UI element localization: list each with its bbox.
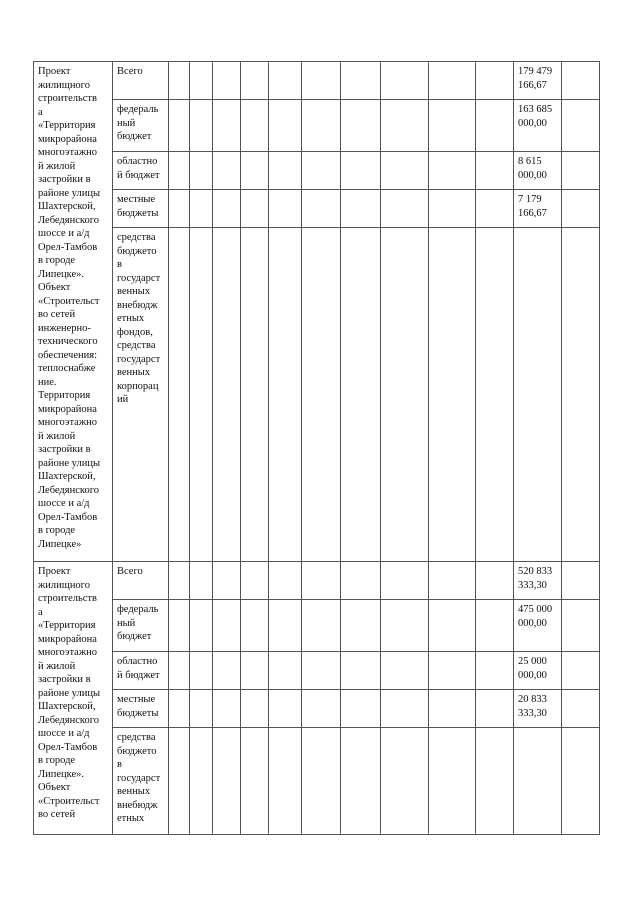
empty-cell [429, 152, 476, 190]
empty-cell [190, 600, 213, 652]
amount-cell: 20 833 333,30 [514, 690, 562, 728]
empty-cell [241, 600, 269, 652]
amount-cell: 25 000 000,00 [514, 652, 562, 690]
project-name-cell: Проект жилищного строительств а «Территория микрорайона многоэтажно й жилой застройки в районе улицы Шахтерской, Лебедянского шоссе и а/д Орел-Тамбов в городе Липецке». Объект «Строительст во сетей [34, 562, 113, 835]
table-row [34, 728, 600, 835]
empty-cell [429, 562, 476, 600]
empty-cell [269, 62, 302, 100]
empty-cell [341, 152, 381, 190]
empty-cell [381, 600, 429, 652]
empty-cell [269, 600, 302, 652]
empty-cell [476, 190, 514, 228]
empty-cell [302, 600, 341, 652]
empty-cell [269, 190, 302, 228]
empty-cell [169, 62, 190, 100]
empty-cell [169, 100, 190, 152]
empty-cell [302, 562, 341, 600]
empty-cell [241, 652, 269, 690]
empty-cell [241, 62, 269, 100]
empty-cell [302, 62, 341, 100]
empty-cell [269, 728, 302, 835]
funding-source-cell: областно й бюджет [113, 652, 169, 690]
empty-cell [302, 228, 341, 562]
empty-cell [302, 152, 341, 190]
empty-cell [476, 562, 514, 600]
empty-cell [562, 62, 600, 100]
empty-cell [169, 652, 190, 690]
budget-table [33, 61, 600, 835]
empty-cell [476, 690, 514, 728]
empty-cell [562, 600, 600, 652]
empty-cell [562, 690, 600, 728]
empty-cell [269, 690, 302, 728]
table-row [34, 690, 600, 728]
empty-cell [476, 62, 514, 100]
empty-cell [190, 62, 213, 100]
empty-cell [429, 728, 476, 835]
empty-cell [213, 100, 241, 152]
empty-cell [213, 152, 241, 190]
empty-cell [241, 152, 269, 190]
empty-cell [302, 190, 341, 228]
empty-cell [341, 228, 381, 562]
amount-cell [514, 728, 562, 835]
funding-source-cell: средства бюджето в государст венных внебюдж етных [113, 728, 169, 835]
empty-cell [190, 652, 213, 690]
amount-cell: 475 000 000,00 [514, 600, 562, 652]
empty-cell [302, 100, 341, 152]
empty-cell [213, 652, 241, 690]
table-row [34, 152, 600, 190]
empty-cell [213, 562, 241, 600]
empty-cell [269, 652, 302, 690]
empty-cell [341, 600, 381, 652]
empty-cell [562, 228, 600, 562]
empty-cell [213, 728, 241, 835]
funding-source-cell: местные бюджеты [113, 190, 169, 228]
empty-cell [476, 728, 514, 835]
empty-cell [169, 728, 190, 835]
empty-cell [381, 562, 429, 600]
empty-cell [429, 190, 476, 228]
empty-cell [190, 728, 213, 835]
empty-cell [562, 190, 600, 228]
table-row [34, 100, 600, 152]
empty-cell [169, 562, 190, 600]
empty-cell [476, 652, 514, 690]
empty-cell [562, 652, 600, 690]
empty-cell [190, 190, 213, 228]
empty-cell [341, 652, 381, 690]
empty-cell [381, 152, 429, 190]
table-row [34, 600, 600, 652]
empty-cell [562, 152, 600, 190]
funding-source-cell: Всего [113, 62, 169, 100]
empty-cell [429, 100, 476, 152]
funding-source-cell: областно й бюджет [113, 152, 169, 190]
empty-cell [302, 652, 341, 690]
empty-cell [476, 228, 514, 562]
empty-cell [269, 562, 302, 600]
empty-cell [241, 190, 269, 228]
funding-source-cell: местные бюджеты [113, 690, 169, 728]
empty-cell [241, 100, 269, 152]
funding-source-cell: федераль ный бюджет [113, 100, 169, 152]
empty-cell [381, 190, 429, 228]
empty-cell [241, 228, 269, 562]
amount-cell: 163 685 000,00 [514, 100, 562, 152]
empty-cell [429, 62, 476, 100]
project-name-cell: Проект жилищного строительств а «Территория микрорайона многоэтажно й жилой застройки в районе улицы Шахтерской, Лебедянского шоссе и а/д Орел-Тамбов в городе Липецке». Объект «Строительст во сетей инженерно- технического обеспечения: теплоснабже ние. Территория микрорайона многоэтажно й жилой застройки в районе улицы Шахтерской, Лебедянского шоссе и а/д Орел-Тамбов в городе Липецке» [34, 62, 113, 562]
empty-cell [302, 728, 341, 835]
empty-cell [341, 562, 381, 600]
empty-cell [213, 600, 241, 652]
empty-cell [169, 600, 190, 652]
empty-cell [429, 228, 476, 562]
empty-cell [562, 728, 600, 835]
empty-cell [429, 600, 476, 652]
amount-cell: 7 179 166,67 [514, 190, 562, 228]
empty-cell [302, 690, 341, 728]
empty-cell [341, 190, 381, 228]
table-row [34, 652, 600, 690]
empty-cell [429, 690, 476, 728]
amount-cell: 8 615 000,00 [514, 152, 562, 190]
empty-cell [562, 100, 600, 152]
funding-source-cell: федераль ный бюджет [113, 600, 169, 652]
empty-cell [381, 228, 429, 562]
empty-cell [269, 100, 302, 152]
empty-cell [169, 690, 190, 728]
empty-cell [190, 690, 213, 728]
empty-cell [269, 228, 302, 562]
table-row [34, 190, 600, 228]
empty-cell [341, 62, 381, 100]
table-row [34, 228, 600, 562]
empty-cell [341, 100, 381, 152]
empty-cell [381, 652, 429, 690]
empty-cell [190, 100, 213, 152]
empty-cell [341, 690, 381, 728]
empty-cell [381, 62, 429, 100]
empty-cell [381, 690, 429, 728]
amount-cell: 179 479 166,67 [514, 62, 562, 100]
empty-cell [213, 62, 241, 100]
empty-cell [213, 690, 241, 728]
empty-cell [476, 100, 514, 152]
empty-cell [476, 152, 514, 190]
funding-source-cell: Всего [113, 562, 169, 600]
empty-cell [381, 728, 429, 835]
empty-cell [381, 100, 429, 152]
amount-cell: 520 833 333,30 [514, 562, 562, 600]
empty-cell [169, 152, 190, 190]
empty-cell [562, 562, 600, 600]
empty-cell [169, 190, 190, 228]
empty-cell [190, 152, 213, 190]
empty-cell [213, 228, 241, 562]
table-row [34, 62, 600, 100]
funding-source-cell: средства бюджето в государст венных внебюдж етных фондов, средства государст венных корпорац ий [113, 228, 169, 562]
empty-cell [190, 228, 213, 562]
empty-cell [241, 728, 269, 835]
empty-cell [241, 690, 269, 728]
amount-cell [514, 228, 562, 562]
empty-cell [341, 728, 381, 835]
empty-cell [476, 600, 514, 652]
empty-cell [169, 228, 190, 562]
empty-cell [241, 562, 269, 600]
empty-cell [190, 562, 213, 600]
table-row [34, 562, 600, 600]
empty-cell [269, 152, 302, 190]
empty-cell [429, 652, 476, 690]
empty-cell [213, 190, 241, 228]
